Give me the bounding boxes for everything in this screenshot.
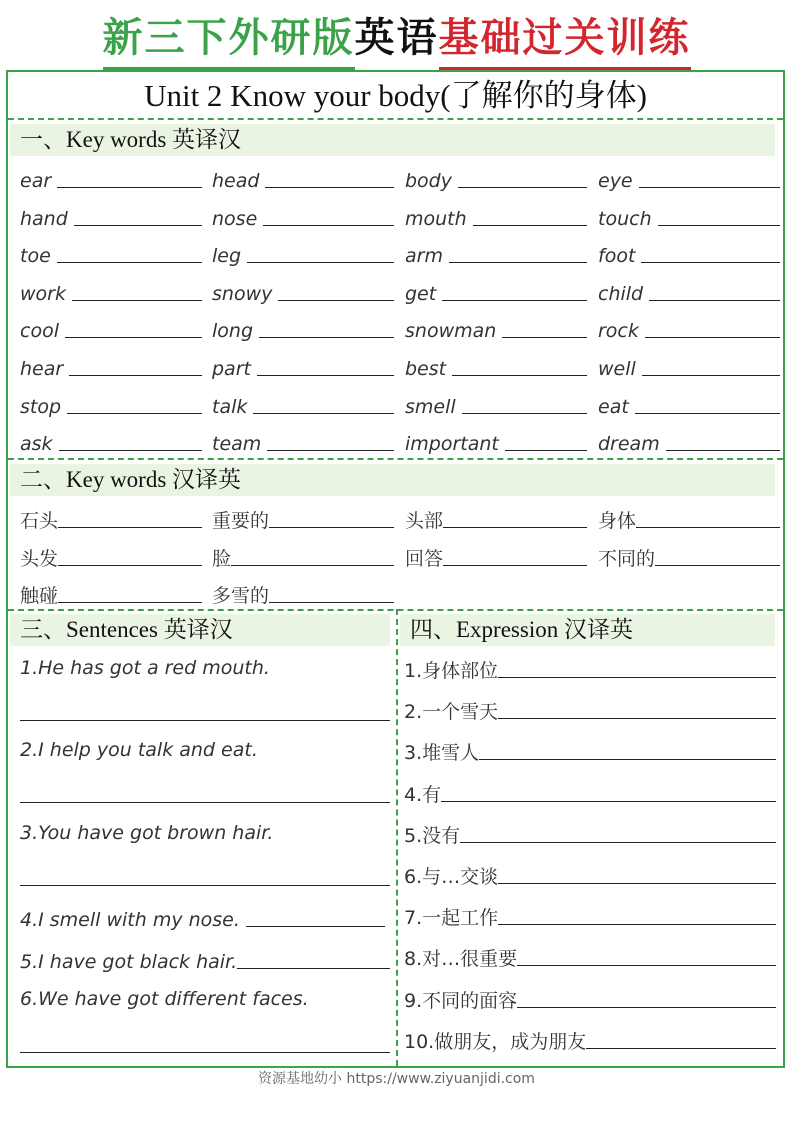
vocab-row xyxy=(20,162,780,198)
answer-line[interactable] xyxy=(666,450,780,451)
expression-item xyxy=(404,899,776,931)
answer-line[interactable] xyxy=(278,300,394,301)
vocab-word: ask xyxy=(20,433,53,456)
answer-line[interactable] xyxy=(639,187,780,188)
vocab-item xyxy=(20,425,202,457)
answer-line[interactable] xyxy=(443,527,587,528)
vocab-row xyxy=(20,388,780,424)
footer-watermark: 资源基地幼小 https://www.ziyuanjidi.com xyxy=(258,1071,535,1087)
vocab-word: smell xyxy=(405,395,456,418)
vocab-word: important xyxy=(405,433,499,456)
answer-line[interactable] xyxy=(586,1048,776,1049)
answer-line[interactable] xyxy=(473,225,587,226)
vocab-word: dream xyxy=(598,433,660,456)
expression-text: 2.一个雪天 xyxy=(404,701,499,724)
vocab-word: body xyxy=(405,170,452,192)
answer-line[interactable] xyxy=(642,375,780,376)
answer-line[interactable] xyxy=(267,450,394,451)
expression-item xyxy=(404,982,776,1014)
vocab-word: foot xyxy=(598,245,636,268)
answer-line[interactable] xyxy=(458,187,587,188)
vocab-row xyxy=(20,312,780,348)
vocab-item xyxy=(598,540,780,572)
answer-line[interactable] xyxy=(498,883,776,884)
vocab-word: touch xyxy=(598,207,652,230)
vocab-item xyxy=(598,350,780,382)
answer-line[interactable] xyxy=(246,926,385,927)
vocab-word: cool xyxy=(20,320,59,343)
header-training: 基础过关训练 xyxy=(439,6,691,71)
vocab-item xyxy=(598,502,780,534)
answer-line[interactable] xyxy=(237,968,390,969)
answer-line[interactable] xyxy=(505,450,587,451)
vocab-item xyxy=(405,312,587,344)
vocab-word: talk xyxy=(212,395,248,418)
sentence-6: 6.We have got different faces. xyxy=(20,988,309,1010)
vocab-item xyxy=(598,237,780,269)
sentence-5-row xyxy=(20,943,390,975)
answer-line[interactable] xyxy=(498,924,776,925)
worksheet-header xyxy=(0,6,793,68)
vocab-item xyxy=(212,577,394,609)
column-divider xyxy=(396,609,398,1066)
vocab-word: 重要的 xyxy=(212,510,270,532)
vocab-item xyxy=(598,312,780,344)
vocab-item xyxy=(405,350,587,382)
answer-line[interactable] xyxy=(57,262,202,263)
sentence-3: 3.You have got brown hair. xyxy=(20,822,274,844)
expression-text: 8.对…很重要 xyxy=(404,948,518,971)
vocab-item xyxy=(405,162,587,194)
answer-line[interactable] xyxy=(58,565,202,566)
vocab-item xyxy=(598,200,780,232)
section-divider xyxy=(8,458,783,460)
vocab-word: snowy xyxy=(212,282,273,305)
vocab-word: part xyxy=(212,358,251,380)
vocab-item xyxy=(20,162,202,194)
expression-item xyxy=(404,734,776,766)
vocab-item xyxy=(212,350,394,382)
answer-line[interactable] xyxy=(59,450,202,451)
vocab-item xyxy=(405,200,587,232)
section4-heading: 四、Expression 汉译英 xyxy=(400,614,775,646)
expression-text: 4.有 xyxy=(404,783,442,806)
expression-text: 9.不同的面容 xyxy=(404,989,518,1012)
answer-line[interactable] xyxy=(269,602,394,603)
vocab-word: best xyxy=(405,358,447,380)
answer-line[interactable] xyxy=(20,885,390,886)
section2-heading: 二、Key words 汉译英 xyxy=(10,464,775,496)
answer-line[interactable] xyxy=(449,262,587,263)
vocab-word: team xyxy=(212,433,262,456)
answer-line[interactable] xyxy=(58,527,202,528)
answer-line[interactable] xyxy=(67,413,202,414)
vocab-word: toe xyxy=(20,245,51,268)
vocab-word: arm xyxy=(405,245,443,268)
vocab-word: child xyxy=(598,282,644,305)
answer-line[interactable] xyxy=(269,527,394,528)
expression-item xyxy=(404,776,776,808)
vocab-item xyxy=(212,237,394,269)
answer-line[interactable] xyxy=(65,337,202,338)
vocab-row xyxy=(20,200,780,236)
vocab-word: 回答 xyxy=(405,547,444,570)
header-series: 新三下外研版 xyxy=(103,6,355,71)
expression-text: 3.堆雪人 xyxy=(404,742,480,765)
vocab-item xyxy=(598,388,780,420)
vocab-item xyxy=(598,275,780,307)
vocab-word: long xyxy=(212,320,254,343)
vocab-row xyxy=(20,237,780,273)
answer-line[interactable] xyxy=(658,225,780,226)
header-subject: 英语 xyxy=(354,14,439,61)
answer-line[interactable] xyxy=(442,300,587,301)
vocab-row xyxy=(20,350,780,386)
expression-item xyxy=(404,817,776,849)
answer-line[interactable] xyxy=(20,802,390,803)
answer-line[interactable] xyxy=(263,225,394,226)
vocab-word: 多雪的 xyxy=(212,585,270,608)
answer-line[interactable] xyxy=(265,187,394,188)
sentence-4-row xyxy=(20,901,385,933)
answer-line[interactable] xyxy=(462,413,587,414)
unit-title: Unit 2 Know your body(了解你的身体) xyxy=(8,72,783,120)
vocab-item xyxy=(20,275,202,307)
answer-line[interactable] xyxy=(645,337,780,338)
expression-text: 5.没有 xyxy=(404,824,461,847)
answer-line[interactable] xyxy=(452,375,587,376)
answer-line[interactable] xyxy=(517,1007,776,1008)
vocab-word: rock xyxy=(598,320,639,343)
vocab-word: hear xyxy=(20,358,64,380)
vocab-word: 头部 xyxy=(405,510,444,532)
answer-line[interactable] xyxy=(479,759,776,760)
vocab-word: nose xyxy=(212,207,258,230)
vocab-item xyxy=(20,237,202,269)
vocab-item xyxy=(405,540,587,572)
vocab-item xyxy=(598,425,780,457)
vocab-item xyxy=(212,162,394,194)
answer-line[interactable] xyxy=(498,677,776,678)
vocab-item xyxy=(405,237,587,269)
section3-heading: 三、Sentences 英译汉 xyxy=(10,614,390,646)
answer-line[interactable] xyxy=(253,413,394,414)
vocab-row xyxy=(20,275,780,311)
vocab-word: eye xyxy=(598,170,633,192)
vocab-word: 不同的 xyxy=(598,547,656,570)
expression-item xyxy=(404,693,776,725)
answer-line[interactable] xyxy=(498,718,776,719)
vocab-item xyxy=(212,388,394,420)
expression-item xyxy=(404,940,776,972)
vocab-row xyxy=(20,502,780,538)
section1-heading: 一、Key words 英译汉 xyxy=(10,124,775,156)
expression-text: 6.与…交谈 xyxy=(404,866,499,888)
vocab-item xyxy=(405,388,587,420)
answer-line[interactable] xyxy=(20,1052,390,1053)
vocab-item xyxy=(598,162,780,194)
expression-text: 7.一起工作 xyxy=(404,907,499,930)
sentence-4: 4.I smell with my nose. xyxy=(20,909,240,931)
answer-line[interactable] xyxy=(57,187,202,188)
vocab-word: 石头 xyxy=(20,510,59,532)
vocab-item xyxy=(405,502,587,534)
answer-line[interactable] xyxy=(517,965,776,966)
vocab-word: well xyxy=(598,358,636,380)
vocab-item xyxy=(212,540,394,572)
expression-item xyxy=(404,1023,776,1055)
expression-text: 1.身体部位 xyxy=(404,660,499,682)
vocab-word: stop xyxy=(20,395,62,418)
vocab-item xyxy=(20,312,202,344)
answer-line[interactable] xyxy=(460,842,776,843)
vocab-word: 头发 xyxy=(20,547,59,570)
answer-line[interactable] xyxy=(231,565,394,566)
vocab-word: 触碰 xyxy=(20,585,59,608)
vocab-item xyxy=(212,200,394,232)
vocab-word: leg xyxy=(212,245,242,268)
answer-line[interactable] xyxy=(443,565,587,566)
vocab-item xyxy=(212,425,394,457)
sentence-2: 2.I help you talk and eat. xyxy=(20,739,258,761)
vocab-word: 脸 xyxy=(212,547,232,570)
vocab-item xyxy=(20,350,202,382)
sentence-1: 1.He has got a red mouth. xyxy=(20,657,270,679)
vocab-word: 身体 xyxy=(598,510,637,532)
answer-line[interactable] xyxy=(502,337,587,338)
worksheet xyxy=(6,70,785,1068)
answer-line[interactable] xyxy=(247,262,394,263)
answer-line[interactable] xyxy=(58,602,202,603)
vocab-item xyxy=(405,425,587,457)
expression-item xyxy=(404,652,776,684)
answer-line[interactable] xyxy=(74,225,202,226)
answer-line[interactable] xyxy=(257,375,394,376)
vocab-word: hand xyxy=(20,207,68,230)
vocab-word: mouth xyxy=(405,207,467,230)
answer-line[interactable] xyxy=(20,720,390,721)
answer-line[interactable] xyxy=(69,375,202,376)
expression-item xyxy=(404,858,776,890)
answer-line[interactable] xyxy=(72,300,202,301)
vocab-item xyxy=(405,275,587,307)
vocab-row xyxy=(20,540,780,576)
vocab-word: head xyxy=(212,170,260,192)
answer-line[interactable] xyxy=(641,262,780,263)
answer-line[interactable] xyxy=(655,565,780,566)
answer-line[interactable] xyxy=(259,337,394,338)
vocab-item xyxy=(20,388,202,420)
vocab-item xyxy=(20,502,202,534)
answer-line[interactable] xyxy=(635,413,780,414)
vocab-word: work xyxy=(20,282,66,305)
vocab-word: ear xyxy=(20,170,52,192)
vocab-word: eat xyxy=(598,395,629,418)
vocab-word: snowman xyxy=(405,320,497,343)
vocab-item xyxy=(212,275,394,307)
expression-text: 10.做朋友，成为朋友 xyxy=(404,1030,587,1053)
vocab-row xyxy=(20,577,780,613)
sentence-5: 5.I have got black hair. xyxy=(20,951,238,973)
answer-line[interactable] xyxy=(441,801,776,802)
vocab-item xyxy=(212,502,394,534)
answer-line[interactable] xyxy=(636,527,780,528)
vocab-item xyxy=(212,312,394,344)
vocab-word: get xyxy=(405,282,437,305)
vocab-item xyxy=(20,200,202,232)
vocab-item xyxy=(20,540,202,572)
answer-line[interactable] xyxy=(649,300,780,301)
vocab-row xyxy=(20,425,780,461)
vocab-item xyxy=(20,577,202,609)
